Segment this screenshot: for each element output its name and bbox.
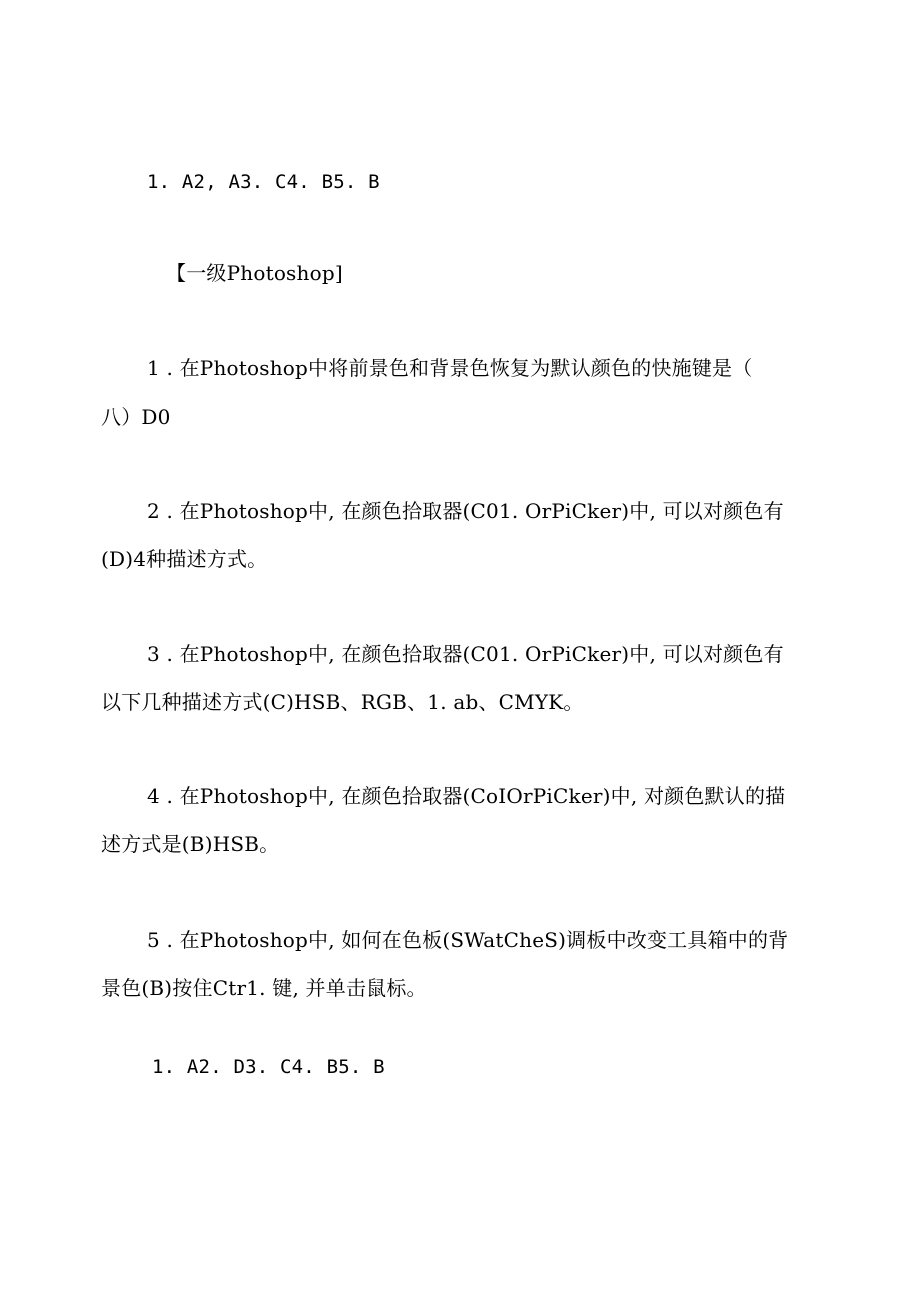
question-5-line-2: 景色(B)按住Ctr1. 键, 并单击鼠标。	[101, 976, 427, 1000]
question-3-line-1: 3 . 在Photoshop中, 在颜色拾取器(C01. OrPiCker)中, 可以对颜色有	[147, 642, 784, 666]
question-2-line-1: 2 . 在Photoshop中, 在颜色拾取器(C01. OrPiCker)中, 可以对颜色有	[147, 499, 784, 523]
question-1-line-2: 八）D0	[101, 405, 171, 429]
question-3-line-2: 以下几种描述方式(C)HSB、RGB、1. ab、CMYK。	[101, 690, 584, 714]
question-1-line-1: 1 . 在Photoshop中将前景色和背景色恢复为默认颜色的快施键是（	[147, 356, 753, 380]
question-5-line-1: 5 . 在Photoshop中, 如何在色板(SWatCheS)调板中改变工具箱中的背	[147, 928, 789, 952]
question-4-line-1: 4 . 在Photoshop中, 在颜色拾取器(CoIOrPiCker)中, 对颜色默认的描	[147, 784, 786, 808]
answer-key-top: 1. A2, A3. C4. B5. B	[147, 171, 380, 193]
question-4-line-2: 述方式是(B)HSB。	[101, 832, 280, 856]
answer-key-bottom: 1. A2. D3. C4. B5. B	[152, 1056, 385, 1078]
question-2-line-2: (D)4种描述方式。	[101, 547, 268, 571]
section-title: 【一级Photoshop]	[166, 261, 343, 285]
